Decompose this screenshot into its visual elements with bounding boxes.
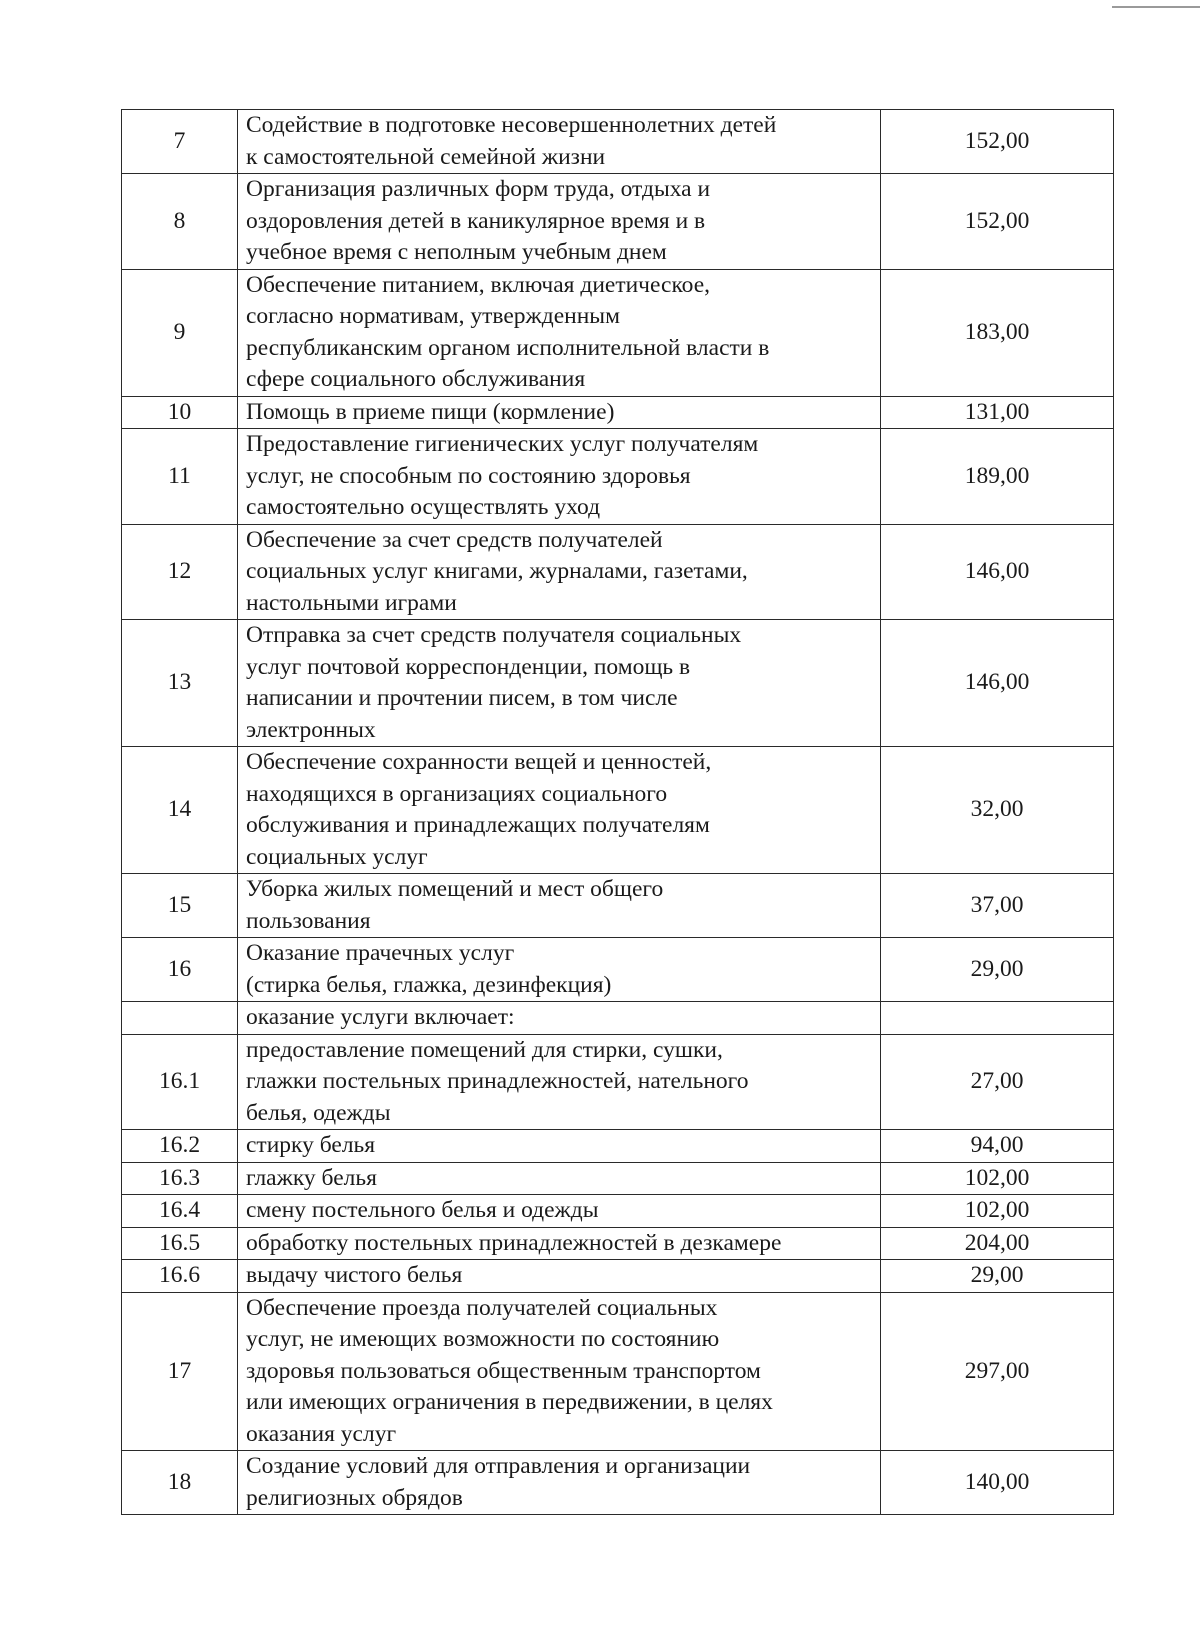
- service-description: Обеспечение за счет средств получателей социальных услуг книгами, журналами, газетами, настольными играми: [238, 524, 881, 620]
- service-price: 27,00: [881, 1034, 1114, 1130]
- row-number: 17: [122, 1292, 238, 1451]
- row-number: 16.5: [122, 1227, 238, 1260]
- row-number: 11: [122, 429, 238, 525]
- table-row: [122, 1162, 1114, 1195]
- row-number: 12: [122, 524, 238, 620]
- row-number: 9: [122, 269, 238, 396]
- table-row: [122, 747, 1114, 874]
- row-number: 10: [122, 396, 238, 429]
- service-price: 204,00: [881, 1227, 1114, 1260]
- row-number: 15: [122, 874, 238, 938]
- service-price: 189,00: [881, 429, 1114, 525]
- service-description: предоставление помещений для стирки, сушки, глажки постельных принадлежностей, нательного белья, одежды: [238, 1034, 881, 1130]
- service-description: стирку белья: [238, 1130, 881, 1163]
- table-row: [122, 938, 1114, 1002]
- table-row: [122, 429, 1114, 525]
- row-number: 16.2: [122, 1130, 238, 1163]
- service-description: Создание условий для отправления и организации религиозных обрядов: [238, 1451, 881, 1515]
- service-price: 102,00: [881, 1162, 1114, 1195]
- table-row: [122, 1227, 1114, 1260]
- service-description: Уборка жилых помещений и мест общего пользования: [238, 874, 881, 938]
- service-description: Предоставление гигиенических услуг получателям услуг, не способным по состоянию здоровья самостоятельно осуществлять уход: [238, 429, 881, 525]
- row-number: 16.4: [122, 1195, 238, 1228]
- service-description: обработку постельных принадлежностей в дезкамере: [238, 1227, 881, 1260]
- table-row: [122, 1292, 1114, 1451]
- service-price: 146,00: [881, 620, 1114, 747]
- table-row: [122, 1260, 1114, 1293]
- service-price: 32,00: [881, 747, 1114, 874]
- row-number: 16.6: [122, 1260, 238, 1293]
- service-price: 297,00: [881, 1292, 1114, 1451]
- service-price: 183,00: [881, 269, 1114, 396]
- service-price: 29,00: [881, 1260, 1114, 1293]
- service-price: [881, 1002, 1114, 1035]
- service-price: 146,00: [881, 524, 1114, 620]
- table-row: [122, 1034, 1114, 1130]
- table-row: [122, 524, 1114, 620]
- service-price: 29,00: [881, 938, 1114, 1002]
- service-price: 140,00: [881, 1451, 1114, 1515]
- row-number: [122, 1002, 238, 1035]
- service-description: Оказание прачечных услуг (стирка белья, глажка, дезинфекция): [238, 938, 881, 1002]
- service-price: 94,00: [881, 1130, 1114, 1163]
- service-description: Содействие в подготовке несовершеннолетних детей к самостоятельной семейной жизни: [238, 110, 881, 174]
- row-number: 18: [122, 1451, 238, 1515]
- table-row: [122, 396, 1114, 429]
- service-description: Обеспечение сохранности вещей и ценностей, находящихся в организациях социального обслуживания и принадлежащих получателям социальных услуг: [238, 747, 881, 874]
- table-row: [122, 1130, 1114, 1163]
- scan-edge-mark: [1112, 6, 1200, 8]
- service-description: глажку белья: [238, 1162, 881, 1195]
- table-row: [122, 620, 1114, 747]
- service-description: Обеспечение проезда получателей социальных услуг, не имеющих возможности по состоянию здоровья пользоваться общественным транспортом или имеющих ограничения в передвижении, в целях оказания услуг: [238, 1292, 881, 1451]
- row-number: 8: [122, 174, 238, 270]
- table-row: [122, 269, 1114, 396]
- services-price-table: [121, 109, 1114, 1515]
- service-price: 37,00: [881, 874, 1114, 938]
- service-description: смену постельного белья и одежды: [238, 1195, 881, 1228]
- row-number: 16: [122, 938, 238, 1002]
- row-number: 13: [122, 620, 238, 747]
- service-price: 152,00: [881, 110, 1114, 174]
- service-price: 131,00: [881, 396, 1114, 429]
- row-number: 14: [122, 747, 238, 874]
- service-price: 102,00: [881, 1195, 1114, 1228]
- table-row: [122, 1451, 1114, 1515]
- service-description: оказание услуги включает:: [238, 1002, 881, 1035]
- service-description: Помощь в приеме пищи (кормление): [238, 396, 881, 429]
- service-description: выдачу чистого белья: [238, 1260, 881, 1293]
- row-number: 7: [122, 110, 238, 174]
- row-number: 16.3: [122, 1162, 238, 1195]
- service-description: Отправка за счет средств получателя социальных услуг почтовой корреспонденции, помощь в написании и прочтении писем, в том числе электронных: [238, 620, 881, 747]
- table-row: [122, 1195, 1114, 1228]
- table-row: [122, 174, 1114, 270]
- service-description: Обеспечение питанием, включая диетическое, согласно нормативам, утвержденным республиканским органом исполнительной власти в сфере социального обслуживания: [238, 269, 881, 396]
- table-row: [122, 110, 1114, 174]
- row-number: 16.1: [122, 1034, 238, 1130]
- service-description: Организация различных форм труда, отдыха и оздоровления детей в каникулярное время и в учебное время с неполным учебным днем: [238, 174, 881, 270]
- service-price: 152,00: [881, 174, 1114, 270]
- table-row: [122, 874, 1114, 938]
- table-row: [122, 1002, 1114, 1035]
